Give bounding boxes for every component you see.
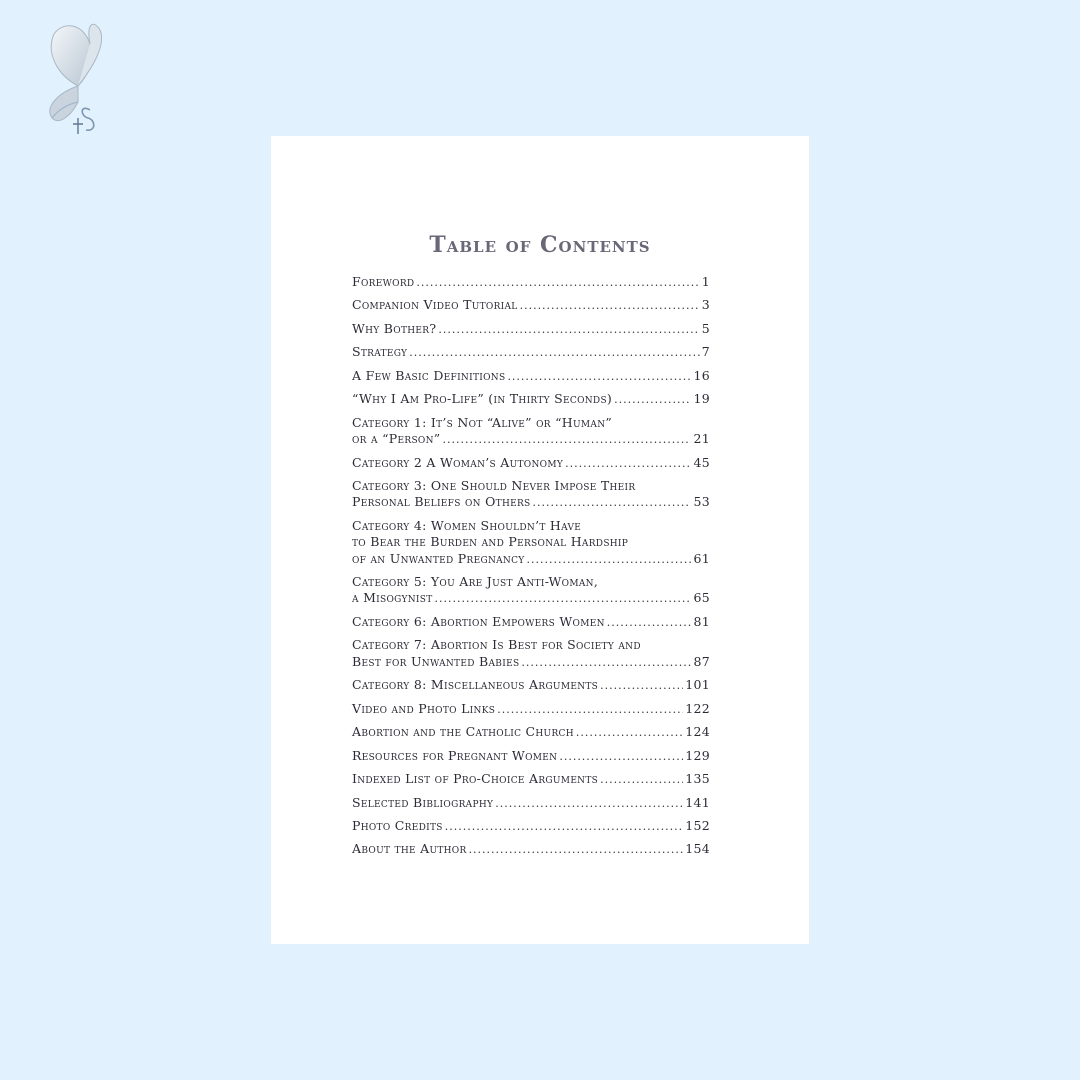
toc-entry-row	[352, 368, 710, 385]
toc-entry	[352, 771, 710, 788]
toc-entry-row	[352, 391, 710, 408]
toc-entry-title: Resources for Pregnant Women	[352, 747, 558, 763]
toc-entry	[352, 368, 710, 385]
toc-entry	[352, 574, 710, 608]
toc-entry-line: to Bear the Burden and Personal Hardship	[352, 534, 629, 550]
toc-entry	[352, 321, 710, 338]
toc-page-number: 45	[693, 454, 710, 470]
toc-entry-row	[352, 344, 710, 361]
toc-entry	[352, 297, 710, 314]
toc-entry-line: Category 1: It’s Not “Alive” or “Human”	[352, 414, 613, 430]
toc-entry-title: Selected Bibliography	[352, 794, 494, 810]
dot-leader	[435, 591, 692, 607]
toc-entry	[352, 518, 710, 568]
toc-entry	[352, 455, 710, 472]
butterfly-icon	[38, 14, 124, 142]
toc-entry-title: Video and Photo Links	[352, 700, 496, 716]
toc-entry-row	[352, 795, 710, 812]
toc-page-number: 19	[693, 391, 710, 407]
toc-entry-title: “Why I Am Pro-Life” (in Thirty Seconds)	[352, 391, 613, 407]
toc-page-number: 129	[685, 747, 710, 763]
toc-entry	[352, 841, 710, 858]
toc-entry-row	[352, 494, 710, 511]
toc-entry	[352, 344, 710, 361]
toc-entry	[352, 478, 710, 512]
toc-page-number: 65	[693, 590, 710, 606]
toc-page-number: 124	[685, 724, 710, 740]
toc-page-number: 3	[701, 297, 710, 313]
dot-leader	[559, 749, 683, 765]
toc-entry	[352, 724, 710, 741]
dot-leader	[600, 772, 683, 788]
toc-entry-title: Why Bother?	[352, 320, 437, 336]
toc-entry-title: of an Unwanted Pregnancy	[352, 550, 525, 566]
toc-entry-title: Category 8: Miscellaneous Arguments	[352, 677, 599, 693]
toc-entry-title: Best for Unwanted Babies	[352, 653, 520, 669]
toc-entry-row	[352, 654, 710, 671]
toc-title: Table of Contents	[429, 232, 651, 258]
toc-entry	[352, 795, 710, 812]
dot-leader	[469, 842, 684, 858]
toc-entry-title: Foreword	[352, 274, 415, 289]
toc-entry-title: A Few Basic Definitions	[352, 367, 506, 383]
toc-entry-row	[352, 818, 710, 835]
toc-entry-row	[352, 590, 710, 607]
toc-entry-row	[352, 701, 710, 718]
toc-page-number: 101	[685, 677, 710, 693]
toc-entry-title: Indexed List of Pro-Choice Arguments	[352, 771, 599, 787]
toc-entry-line: Category 7: Abortion Is Best for Society and	[352, 637, 641, 653]
toc-entry-row	[352, 841, 710, 858]
toc-entry-row	[352, 297, 710, 314]
toc-entry-title: Strategy	[352, 344, 408, 360]
toc-entry-title: Companion Video Tutorial	[352, 297, 518, 313]
dot-leader	[409, 345, 699, 361]
toc-page-number: 141	[685, 794, 710, 810]
toc-entry-title: or a “Person”	[352, 431, 441, 447]
dot-leader	[527, 552, 692, 568]
butterfly-logo	[38, 14, 124, 142]
dot-leader	[416, 275, 699, 291]
toc-entry	[352, 614, 710, 631]
toc-page-number: 5	[701, 320, 710, 336]
toc-entry-row	[352, 724, 710, 741]
dot-leader	[520, 298, 700, 314]
toc-page-number: 87	[693, 653, 710, 669]
toc-entry	[352, 637, 710, 671]
dot-leader	[576, 725, 683, 741]
toc-entry-row	[352, 321, 710, 338]
dot-leader	[442, 432, 691, 448]
toc-page-number: 81	[693, 613, 710, 629]
toc-entry	[352, 415, 710, 449]
toc-entry-title: a Misogynist	[352, 590, 433, 606]
dot-leader	[507, 369, 691, 385]
toc-entry	[352, 677, 710, 694]
toc-entry-row	[352, 614, 710, 631]
toc-entry-title: Category 2 A Woman’s Autonomy	[352, 454, 564, 470]
toc-page-number: 154	[685, 841, 710, 857]
dot-leader	[438, 322, 699, 338]
toc-list	[352, 274, 710, 865]
toc-page-number: 122	[685, 700, 710, 716]
toc-page-number: 61	[693, 550, 710, 566]
toc-entry-title: About the Author	[352, 841, 467, 857]
dot-leader	[521, 655, 691, 671]
toc-page-number: 152	[685, 817, 710, 833]
dot-leader	[614, 392, 691, 408]
toc-page-number: 1	[701, 274, 710, 289]
toc-entry-title: Abortion and the Catholic Church	[352, 724, 574, 740]
dot-leader	[495, 796, 683, 812]
toc-entry-row	[352, 677, 710, 694]
toc-page-number: 135	[685, 771, 710, 787]
toc-entry-row	[352, 431, 710, 448]
dot-leader	[565, 456, 691, 472]
toc-page-number: 21	[693, 431, 710, 447]
dot-leader	[607, 615, 692, 631]
toc-entry-row	[352, 274, 710, 291]
toc-entry-line: Category 5: You Are Just Anti-Woman,	[352, 574, 599, 590]
toc-entry-title: Photo Credits	[352, 817, 443, 833]
dot-leader	[445, 819, 683, 835]
toc-entry-row	[352, 771, 710, 788]
dot-leader	[533, 495, 692, 511]
toc-entry-row	[352, 551, 710, 568]
toc-entry-line: Category 3: One Should Never Impose Their	[352, 478, 636, 494]
toc-entry-line: Category 4: Women Shouldn’t Have	[352, 517, 582, 533]
toc-entry-row	[352, 748, 710, 765]
toc-page-number: 53	[693, 494, 710, 510]
toc-entry-title: Personal Beliefs on Others	[352, 494, 531, 510]
toc-entry-row	[352, 455, 710, 472]
toc-page-number: 16	[693, 367, 710, 383]
book-page	[271, 136, 809, 944]
toc-entry	[352, 748, 710, 765]
toc-page-number: 7	[701, 344, 710, 360]
toc-entry	[352, 818, 710, 835]
toc-entry	[352, 274, 710, 291]
dot-leader	[497, 702, 683, 718]
toc-entry-title: Category 6: Abortion Empowers Women	[352, 613, 605, 629]
toc-entry	[352, 701, 710, 718]
toc-entry	[352, 391, 710, 408]
dot-leader	[600, 678, 683, 694]
